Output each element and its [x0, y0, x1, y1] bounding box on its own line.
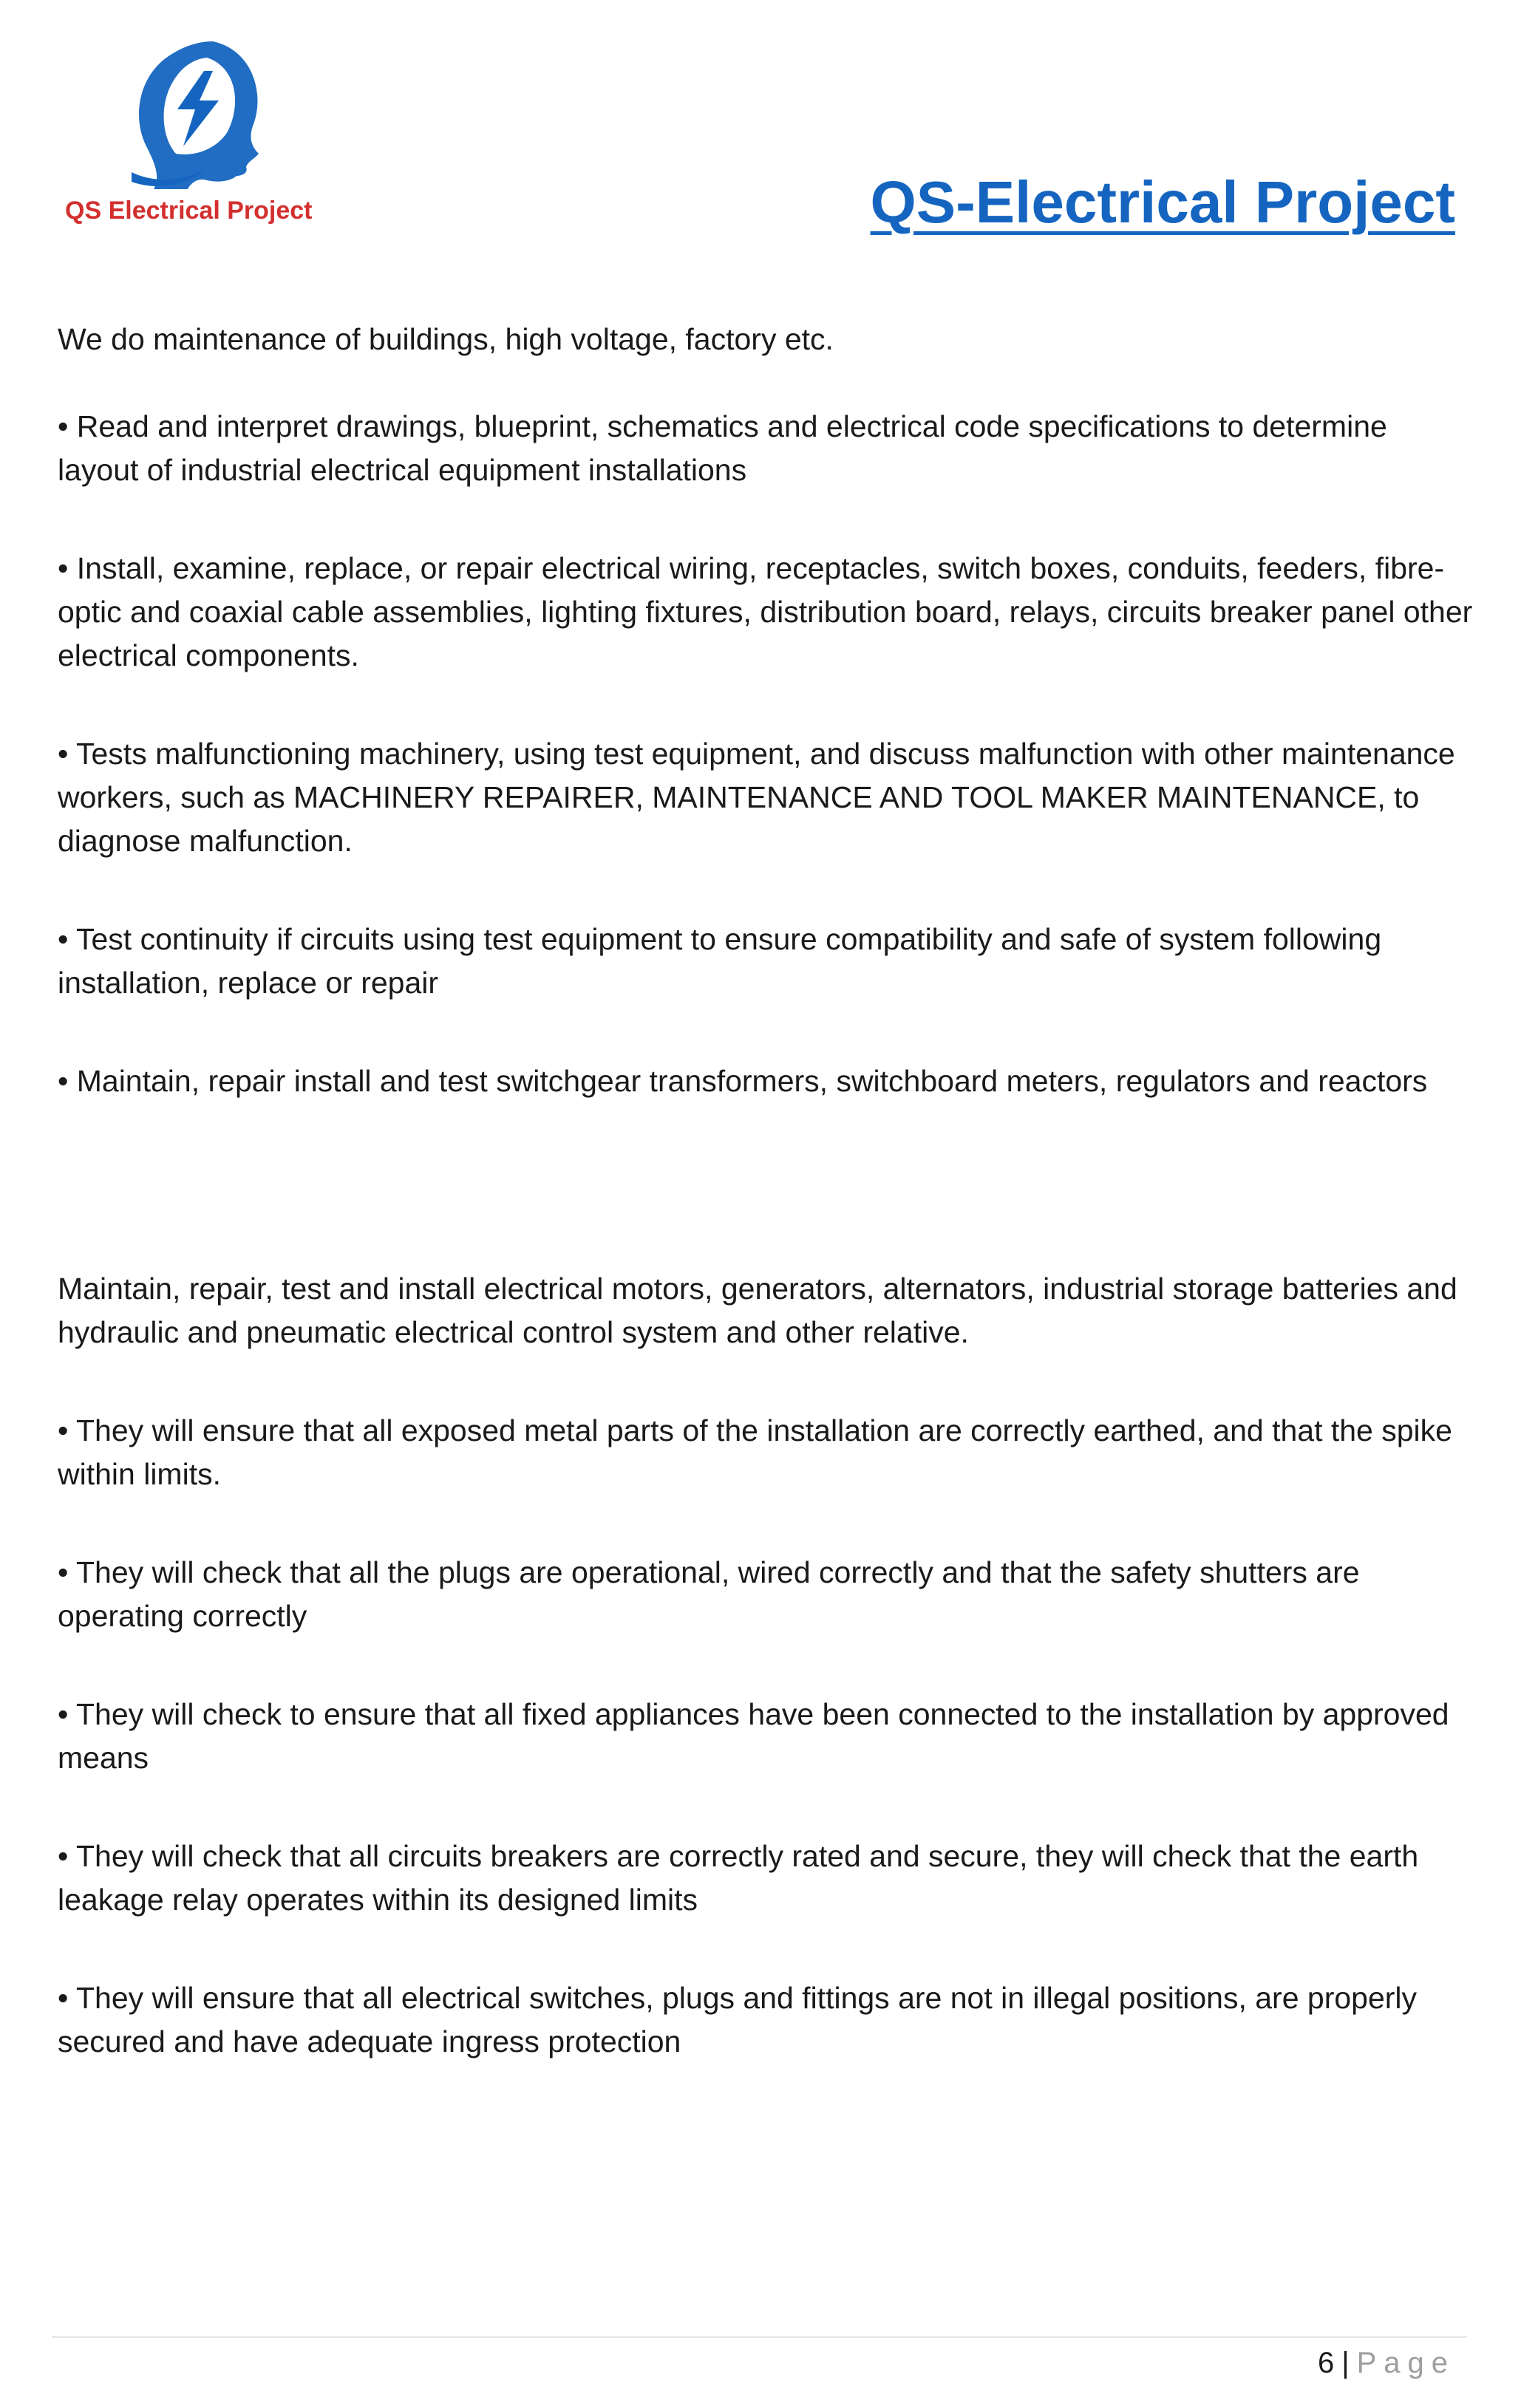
logo-text: QS Electrical Project — [65, 197, 313, 225]
list-item: • Maintain, repair install and test switchgear transformers, switchboard meters, regulators and reactors — [58, 1064, 1428, 1098]
footer-divider — [52, 2336, 1467, 2338]
logo-head-icon — [124, 35, 272, 191]
list-item: • Tests malfunctioning machinery, using test equipment, and discuss malfunction with other maintenance workers, such as MACHINERY REPAIRER, MAINTENANCE AND TOOL MAKER MAINTENANCE, to diagnose malfunction. — [58, 737, 1455, 858]
company-logo — [58, 35, 353, 242]
page-number: 6 — [1317, 2347, 1335, 2379]
list-item: • They will ensure that all electrical switches, plugs and fittings are not in illegal positions, are properly secured and have adequate ingress protection — [58, 1981, 1418, 2059]
list-item: • They will check to ensure that all fixed appliances have been connected to the installation by approved means — [58, 1697, 1449, 1775]
page-title[interactable]: QS-Electrical Project — [870, 169, 1455, 235]
list-item: • They will check that all circuits breakers are correctly rated and secure, they will check that the earth leakage relay operates within its designed limits — [58, 1839, 1419, 1917]
footer-separator: | — [1341, 2347, 1350, 2379]
list-item: • Install, examine, replace, or repair electrical wiring, receptacles, switch boxes, conduits, feeders, fibre-optic and coaxial cable assemblies, lighting fixtures, distribution board, relays, circuits breaker panel other electrical components. — [58, 551, 1473, 672]
list-item: • They will check that all the plugs are operational, wired correctly and that the safety shutters are operating correctly — [58, 1555, 1360, 1633]
main-content — [58, 318, 1473, 2064]
intro-paragraph: We do maintenance of buildings, high voltage, factory etc. — [58, 322, 834, 356]
list-item: • They will ensure that all exposed metal parts of the installation are correctly earthed, and that the spike within limits. — [58, 1413, 1452, 1491]
list-item: Maintain, repair, test and install electrical motors, generators, alternators, industrial storage batteries and hydraulic and pneumatic electrical control system and other relative. — [58, 1272, 1457, 1349]
list-item: • Read and interpret drawings, blueprint, schematics and electrical code specifications to determine layout of industrial electrical equipment installations — [58, 409, 1387, 487]
list-item: • Test continuity if circuits using test equipment to ensure compatibility and safe of system following installation, replace or repair — [58, 922, 1382, 1000]
page-footer — [1318, 2347, 1455, 2380]
page-label: Page — [1356, 2347, 1455, 2379]
